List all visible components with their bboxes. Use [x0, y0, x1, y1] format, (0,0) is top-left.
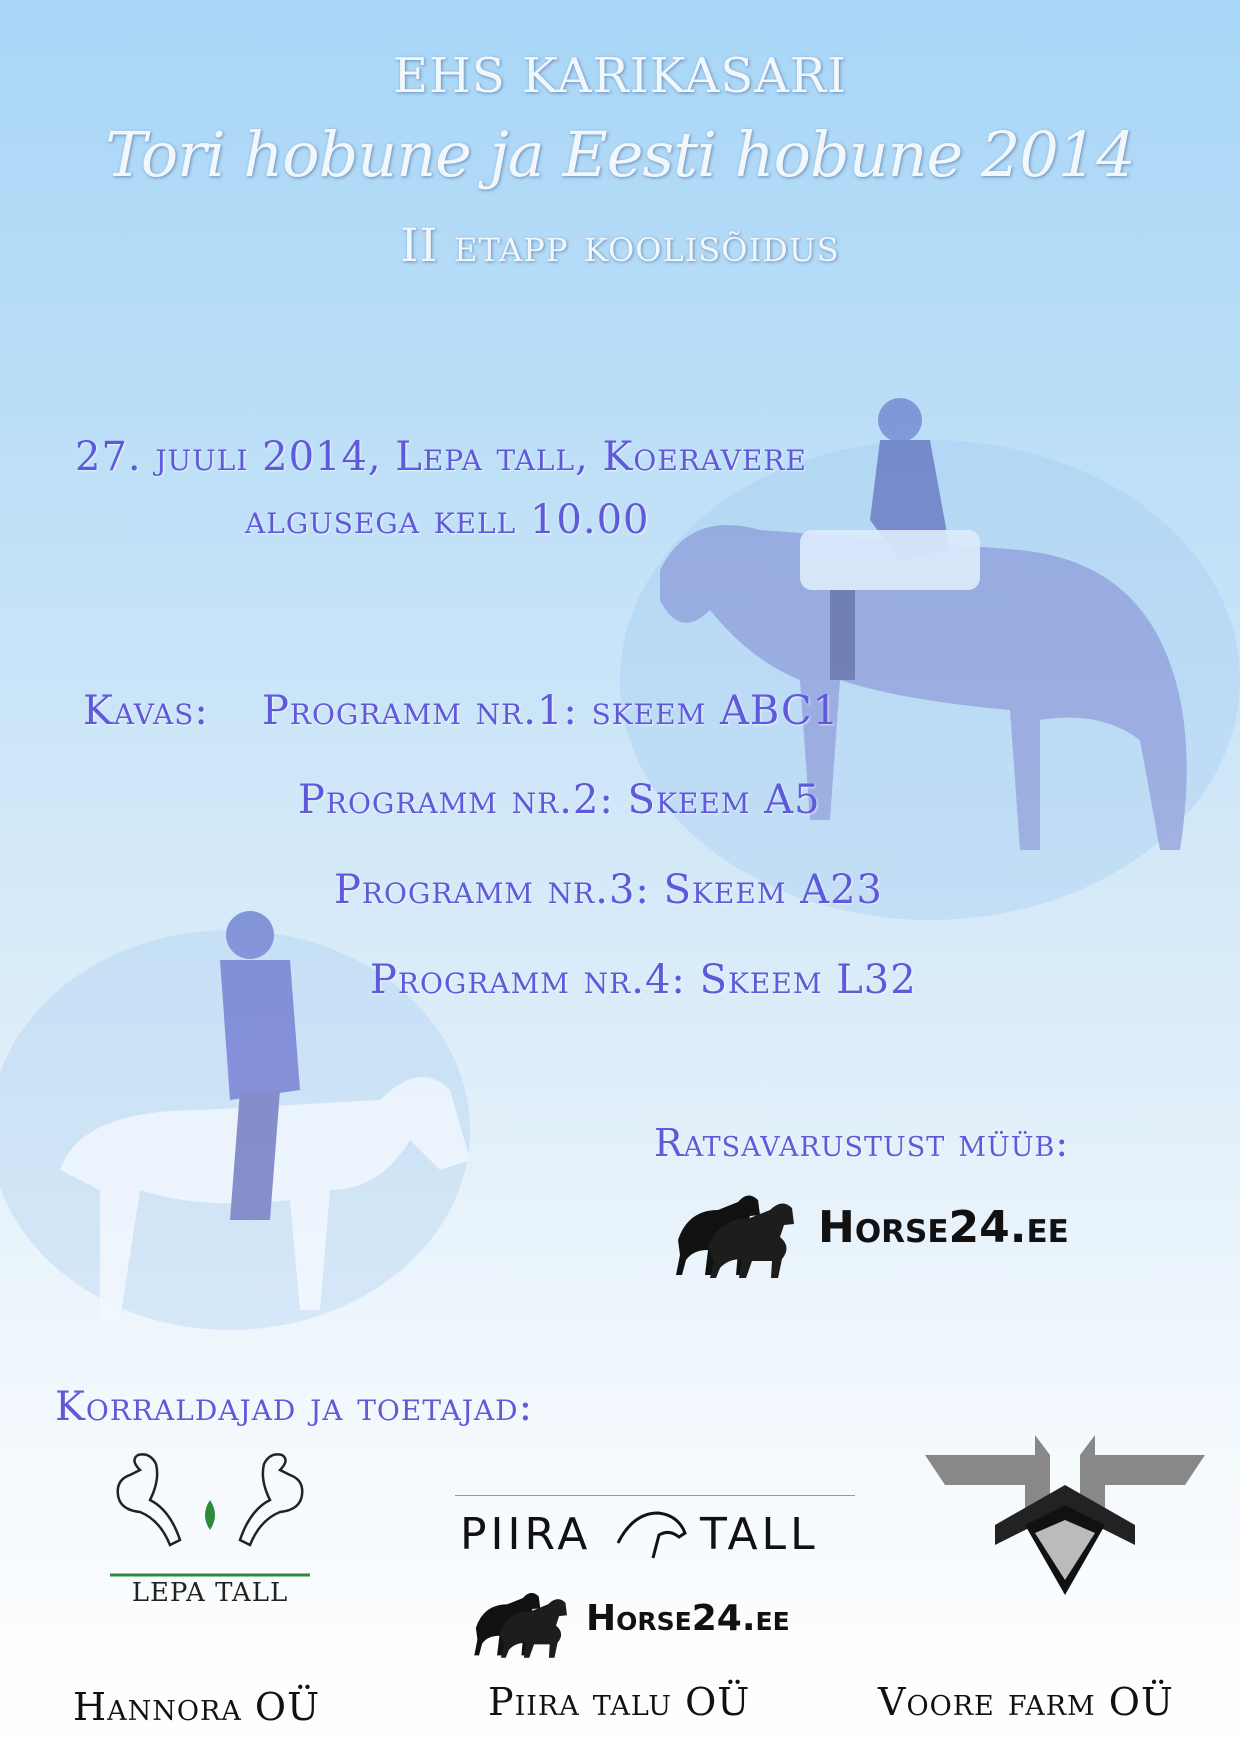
organizer-name-piira: Piira talu OÜ [488, 1680, 751, 1724]
stage-subtitle: II etapp koolisõidus [400, 218, 840, 272]
piira-logo-word-2: TALL [700, 1509, 819, 1560]
program-label: Kavas: [83, 688, 209, 734]
horses-silhouette-icon [468, 1580, 578, 1660]
event-date-place: 27. juuli 2014, Lepa tall, Koeravere [75, 434, 807, 480]
horse-head-icon [613, 1503, 693, 1563]
organizer-name-hannora: Hannora OÜ [73, 1685, 321, 1729]
horse24-logo-text: Horse24.ee [586, 1598, 790, 1639]
program-item: Programm nr.1: skeem ABC1 [262, 688, 840, 734]
event-start-time: algusega kell 10.00 [245, 497, 650, 543]
horse-heads-emblem-icon [925, 1425, 1205, 1595]
horse24-logo-small [468, 1580, 828, 1660]
lepa-tall-logo [100, 1450, 320, 1610]
horse24-logo-large [668, 1180, 1088, 1280]
equipment-seller-label: Ratsavarustust müüb: [654, 1121, 1070, 1165]
organizers-label: Korraldajad ja toetajad: [55, 1384, 534, 1430]
event-title: Tori hobune ja Eesti hobune 2014 [105, 118, 1135, 191]
rearing-horses-icon [100, 1450, 320, 1580]
piira-logo-word-1: PIIRA [460, 1509, 592, 1560]
horses-silhouette-icon [668, 1180, 808, 1280]
program-item: Programm nr.4: Skeem L32 [370, 957, 917, 1003]
lepa-tall-logo-text: LEPA TALL [131, 1578, 289, 1608]
voore-farm-logo [925, 1425, 1205, 1595]
organizer-name-voore: Voore farm OÜ [878, 1680, 1174, 1724]
piira-tall-logo [455, 1495, 855, 1565]
horse24-logo-text: Horse24.ee [818, 1202, 1069, 1253]
program-item: Programm nr.3: Skeem A23 [334, 867, 883, 913]
program-item: Programm nr.2: Skeem A5 [298, 777, 821, 823]
series-title: EHS KARIKASARI [393, 48, 847, 104]
